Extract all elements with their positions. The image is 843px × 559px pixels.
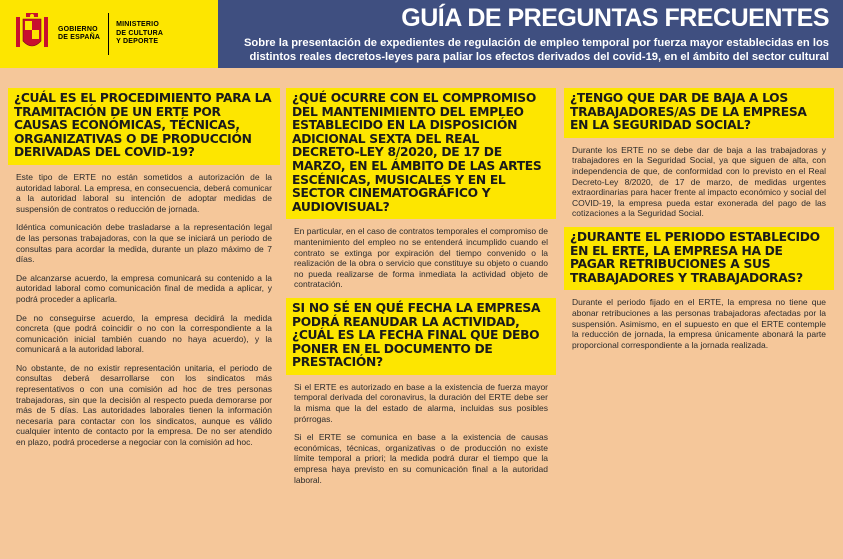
gov-line-1: GOBIERNO [58,25,98,33]
ministry-line-1: MINISTERIO [116,21,159,29]
ministry-name [116,21,163,47]
faq-column-1 [8,88,280,448]
answer-paragraph: De alcanzarse acuerdo, la empresa comunicará su contenido a la autoridad laboral como comunicación final de medida a aplicar, y podrá proceder a aplicarla. [16,272,272,304]
question-box [286,298,556,375]
answer-paragraph: En particular, en el caso de contratos temporales el compromiso de mantenimiento del empleo no se entenderá incumplido cuando el contrato se extinga por expiración del tiempo convenido o la realización de la obra o servicio que constituye su objeto o cuando no pueda realizarse de forma inmediata la actividad objeto de contratación. [294,226,548,290]
page-subtitle: Sobre la presentación de expedientes de regulación de empleo temporal por fuerza mayor establecidas en los distintos reales decretos-leyes para paliar los efectos derivados del covid-19, en el ámbito del sector cultural [243,37,829,63]
answer-paragraph: Idéntica comunicación debe trasladarse a la representación legal de las personas trabajadoras, con la que se iniciará un periodo de consultas para acordar la medida, durante un plazo máximo de 7 días. [16,222,272,265]
question-heading: SI NO SÉ EN QUÉ FECHA LA EMPRESA PODRÁ REANUDAR LA ACTIVIDAD, ¿CUÁL ES LA FECHA FINAL QUE DEBO PONER EN EL DOCUMENTO DE PRESTACIÓN? [292,300,541,370]
logo-divider [108,13,109,55]
question-heading: ¿DURANTE EL PERIODO ESTABLECIDO EN EL ERTE, LA EMPRESA HA DE PAGAR RETRIBUCIONES A SUS TRABAJADORES Y TRABAJADORAS? [570,229,820,285]
page-title: GUÍA DE PREGUNTAS FRECUENTES [401,4,829,32]
question-heading: ¿TENGO QUE DAR DE BAJA A LOS TRABAJADORES/AS DE LA EMPRESA EN LA SEGURIDAD SOCIAL? [570,91,807,133]
ministry-line-2: DE CULTURA [116,29,164,37]
answer-paragraph: De no conseguirse acuerdo, la empresa decidirá la medida concreta (que podrá coincidir o no con la correspondiente a la comunicación inicial también cuando no haya acuerdo), y la comunicará a la autoridad laboral. [16,312,272,355]
answer-paragraph: Durante los ERTE no se debe dar de baja a las trabajadoras y trabajadores en la Seguridad Social, ya que siguen de alta, con independencia de que, de conformidad con lo previsto en el Real Decreto-Ley 8/2020, de 17 de marzo, de medidas urgentes extraordinarias para hacer frente al impacto económico y social del COVID-19, la empresa pueda estar exonerada del pago de las cotizaciones a la Seguridad Social. [572,144,826,219]
answer-paragraph: Si el ERTE se comunica en base a la existencia de causas económicas, técnicas, organizativas o de producción no existe límite temporal a priori; la medida podrá durar el tiempo que la empresa haya previsto en su comunicación final a la autoridad laboral. [294,432,548,485]
question-box [564,88,834,138]
answer-paragraph: Durante el periodo fijado en el ERTE, la empresa no tiene que abonar retribuciones a las personas trabajadoras afectadas por la suspensión. Asimismo, en el supuesto en que el ERTE contemple la reducción de jornada, la empresa únicamente abonará la parte proporcional correspondiente a la jornada realizada. [572,297,826,350]
government-logo [0,0,218,68]
answer-paragraph: No obstante, de no existir representación unitaria, el periodo de consultas deberá desarrollarse con los sindicatos más representativos o con una comisión ad hoc de tres personas trabajadoras, sin que la decisión al respecto pueda demorarse por más de 5 días. Las autoridades laborales tienen la información necesaria para contactar con los sindicatos, aunque es válido cualquier intento de contacto por la empresa. De no ser atendido en plazo, podrá procederse a negociar con la comisión ad hoc. [16,362,272,448]
header-banner [0,0,843,68]
government-name [58,26,100,43]
question-box [564,227,834,290]
ministry-line-3: Y DEPORTE [116,38,159,46]
answer-paragraph: Este tipo de ERTE no están sometidos a autorización de la autoridad laboral. La empresa, en consecuencia, deberá comunicar a la autoridad laboral su intención de adoptar medidas de suspensión de contratos o reducción de jornada. [16,171,272,214]
gov-line-2: DE ESPAÑA [58,34,101,41]
question-box [286,88,556,219]
faq-column-3 [564,88,834,350]
question-box [8,88,280,165]
answer-paragraph: Si el ERTE es autorizado en base a la existencia de fuerza mayor temporal derivada del coronavirus, la duración del ERTE debe ser la misma que la del estado de alarma, incluidas sus posibles prórrogas. [294,381,548,424]
question-heading: ¿QUÉ OCURRE CON EL COMPROMISO DEL MANTENIMIENTO DEL EMPLEO ESTABLECIDO EN LA DISPOSICIÓN ADICIONAL SEXTA DEL REAL DECRETO-LEY 8/2020, DE 17 DE MARZO, EN EL ÁMBITO DE LAS ARTES ESCÉNICAS, MUSICALES Y EN EL SECTOR CINEMATOGRÁFICO Y AUDIOVISUAL? [292,91,542,214]
coat-of-arms-icon [14,11,50,57]
question-heading: ¿CUÁL ES EL PROCEDIMIENTO PARA LA TRAMITACIÓN DE UN ERTE POR CAUSAS ECONÓMICAS, TÉCNICAS, ORGANIZATIVAS O DE PRODUCCIÓN DERIVADAS DEL COVID-19? [14,91,272,160]
faq-column-2 [286,88,556,485]
